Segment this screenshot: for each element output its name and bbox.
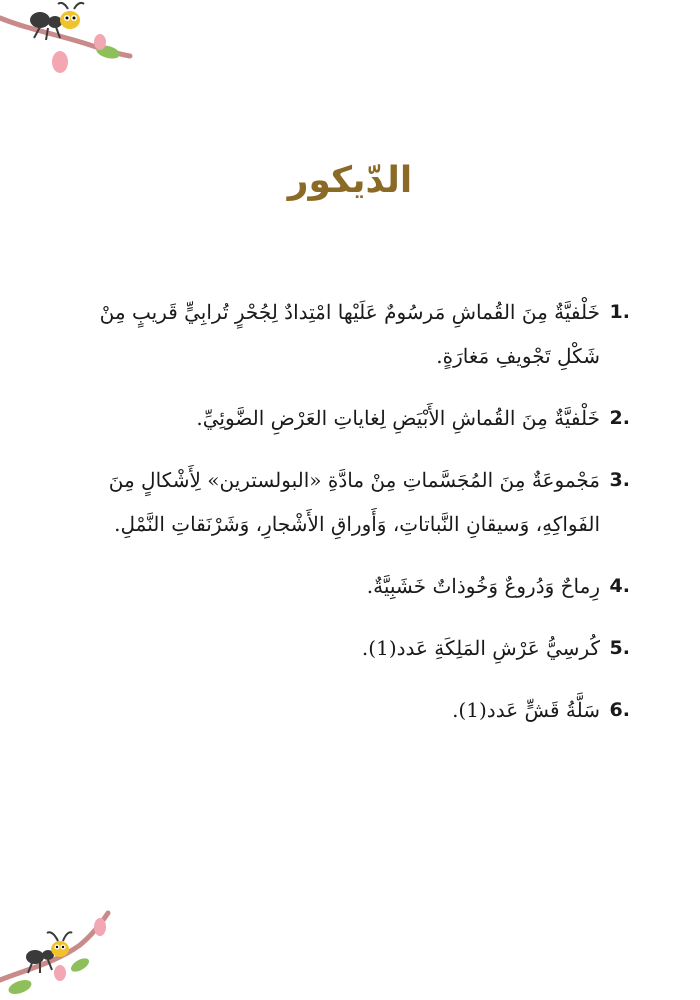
- list-item: [60, 688, 630, 732]
- list-item: [60, 564, 630, 608]
- leaf-icon: [7, 977, 34, 996]
- list-item: [60, 626, 630, 670]
- item-text: كُرسِيُّ عَرْشِ المَلِكَةِ عَدد(1).: [361, 636, 600, 660]
- page-title: الدّيكور: [287, 160, 413, 201]
- list-item: [60, 396, 630, 440]
- blossom-icon: [94, 918, 106, 936]
- blossom-icon: [94, 34, 106, 50]
- decor-list: [60, 290, 630, 750]
- list-item: [60, 290, 630, 378]
- ant-on-branch-top-icon: [0, 0, 140, 80]
- item-number: 5.: [609, 637, 630, 659]
- item-text: رِماحٌ وَدُروعٌ وَخُوذاتٌ خَشَبِيَّةٌ.: [366, 574, 600, 598]
- ant-on-branch-bottom-icon: [0, 905, 120, 1000]
- item-text: خَلْفيَّةٌ مِنَ القُماشِ مَرسُومٌ عَلَيْها امْتِدادٌ لِجُحْرٍ تُرابِيٍّ قَريبٍ مِنْ شَكْلِ تَجْويفِ مَغارَةٍ.: [99, 300, 600, 368]
- item-number: 1.: [609, 301, 630, 323]
- item-text: مَجْموعَةٌ مِنَ المُجَسَّماتِ مِنْ مادَّةِ «البولسترين» لِأَشْكالٍ مِنَ الفَواكِهِ، وَسيقانِ النَّباتاتِ، وَأَوراقِ الأَشْجارِ، وَشَرْنَقاتِ النَّمْلِ.: [108, 468, 600, 536]
- item-number: 2.: [609, 407, 630, 429]
- item-text: خَلْفيَّةٌ مِنَ القُماشِ الأَبْيَضِ لِغاياتِ العَرْضِ الضَّوئِيِّ.: [196, 406, 600, 430]
- blossom-icon: [52, 51, 68, 73]
- item-number: 6.: [609, 699, 630, 721]
- blossom-icon: [54, 965, 66, 981]
- item-number: 3.: [609, 469, 630, 491]
- list-item: [60, 458, 630, 546]
- item-text: سَلَّةُ قَشٍّ عَدد(1).: [452, 698, 600, 722]
- leaf-icon: [69, 956, 91, 975]
- item-number: 4.: [609, 575, 630, 597]
